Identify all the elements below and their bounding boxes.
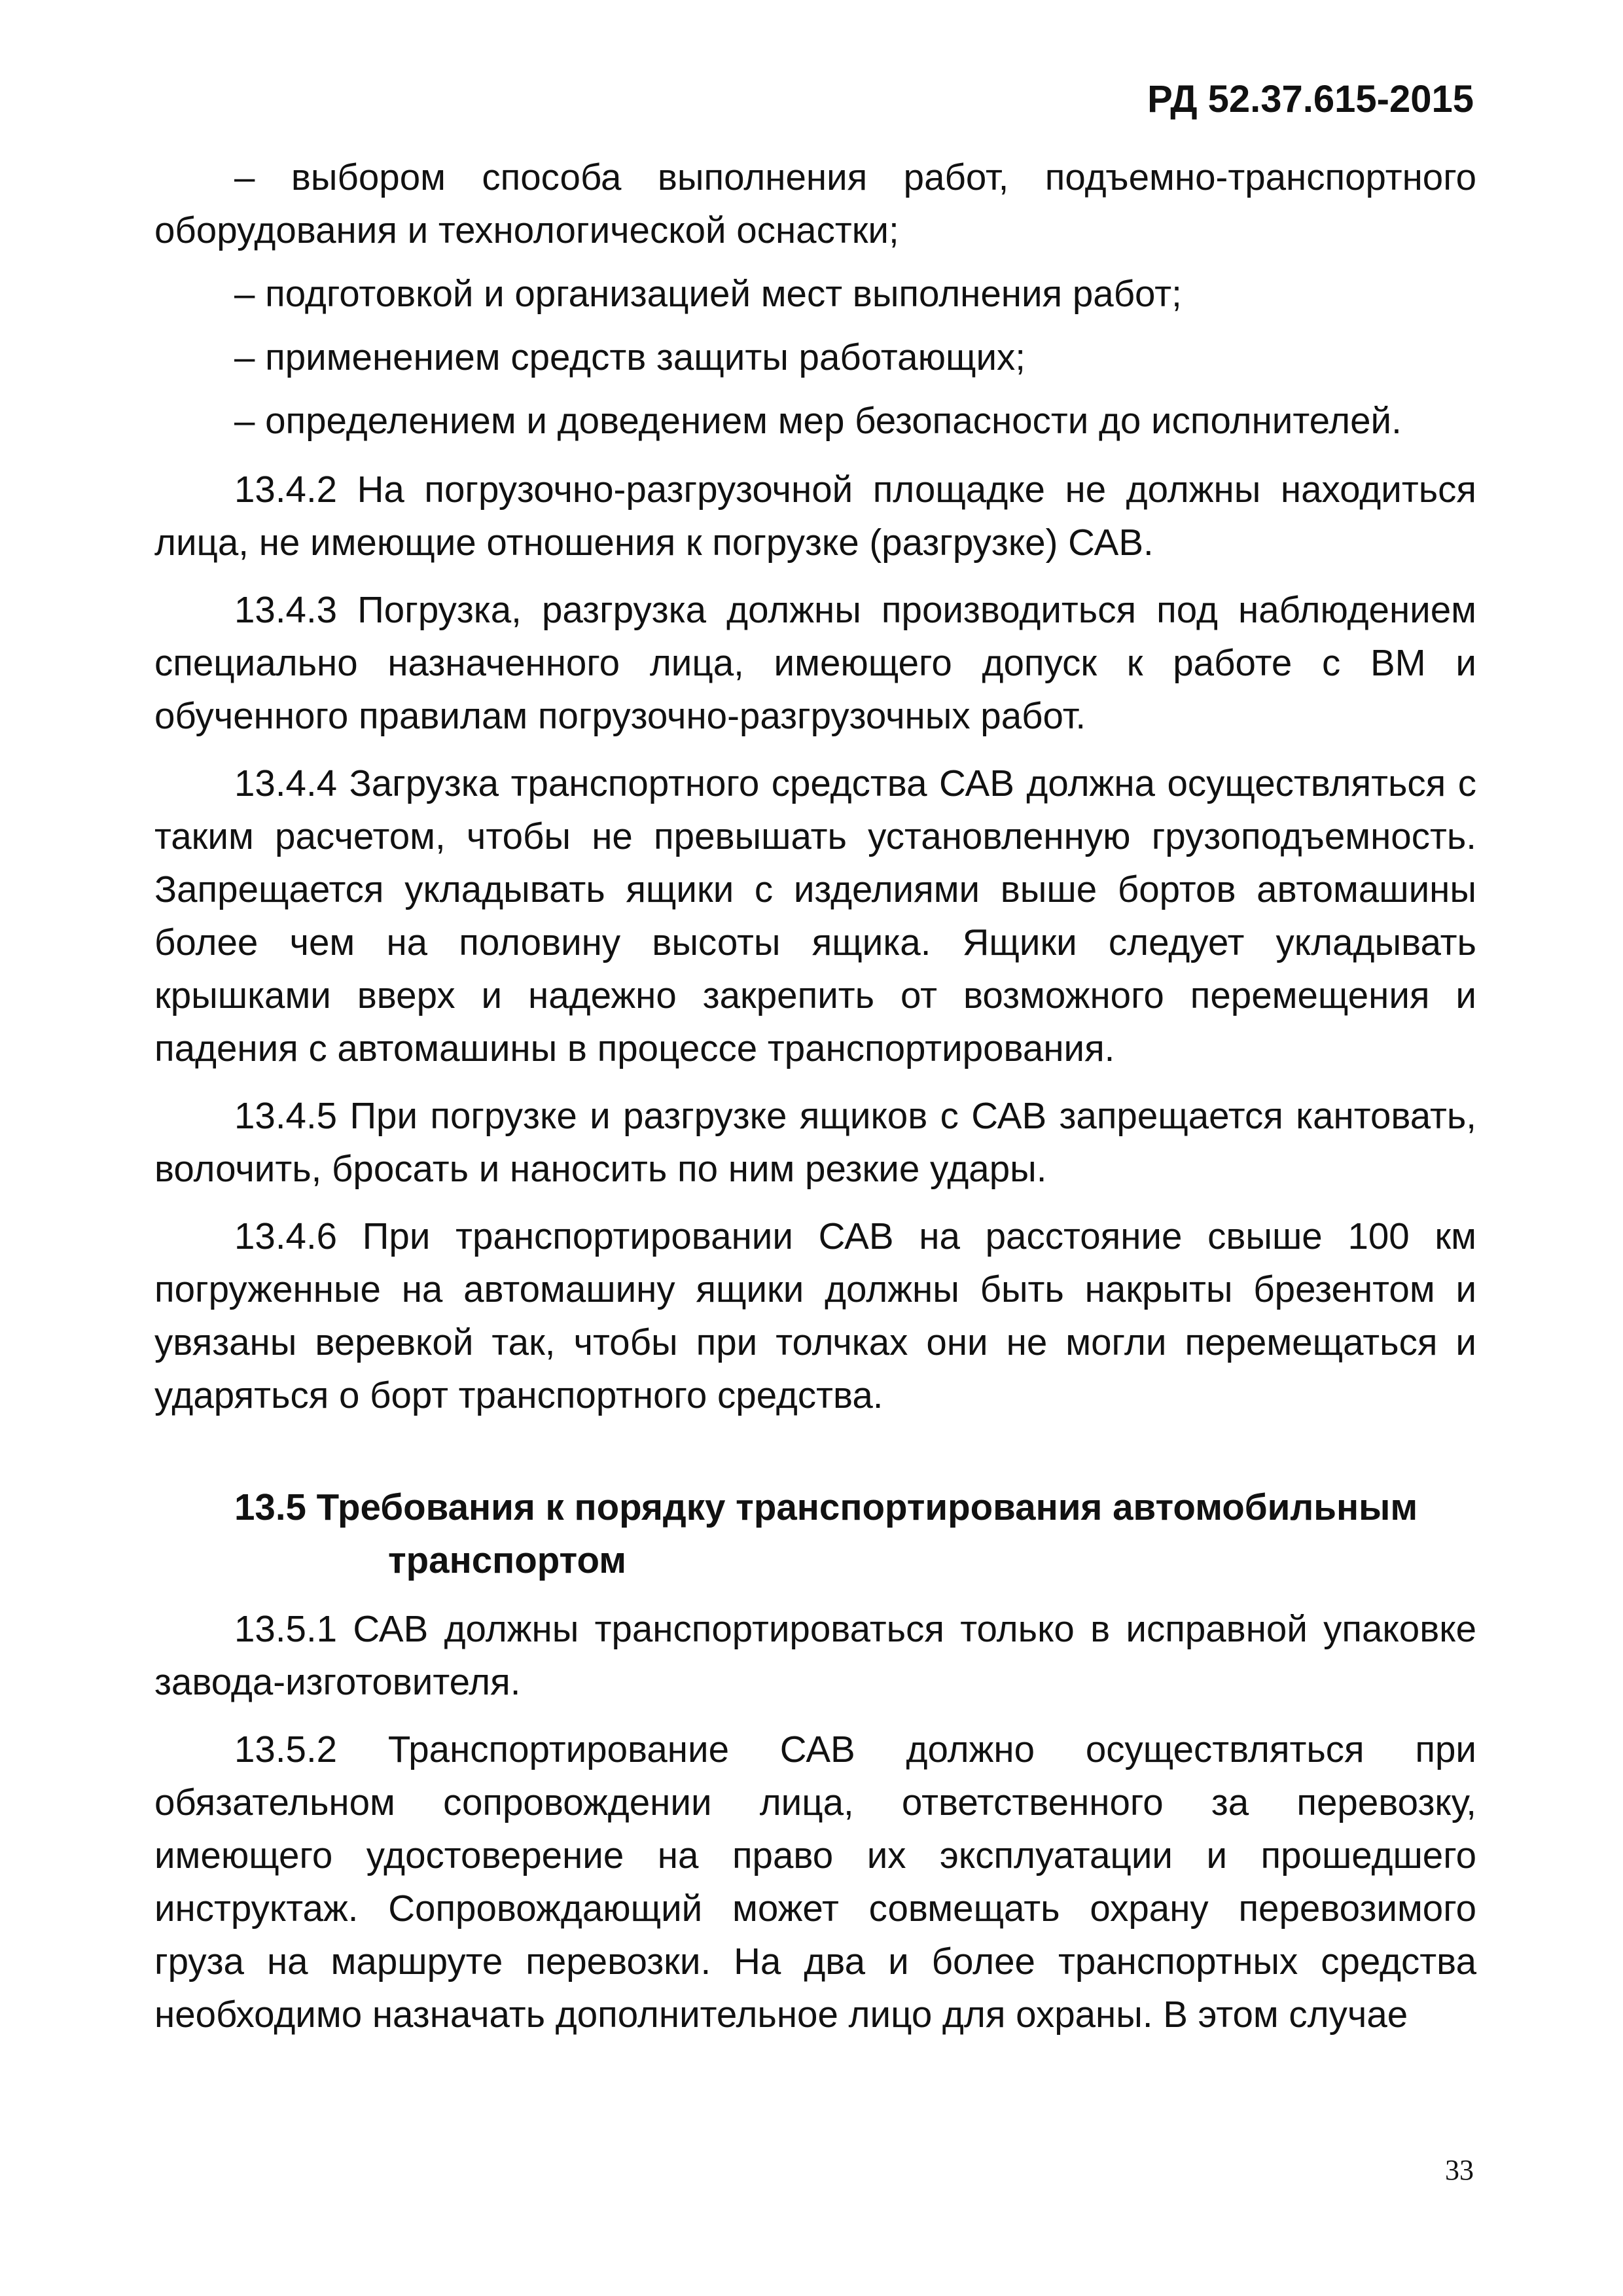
paragraph-13-5-2: 13.5.2 Транспортирование САВ должно осуществляться при обязательном сопровождении лица, ответственного за перевозку, имеющего удостоверение на право их эксплуатации и прошедшего инструктаж. Сопровождающий может совмещать охрану перевозимого груза на маршруте перевозки. На два и более транспортных средства необходимо назначать дополнительное лицо для охраны. В этом случае (154, 1729, 1476, 2035)
list-item: – определением и доведением мер безопасности до исполнителей. (234, 400, 1402, 441)
document-code: РД 52.37.615-2015 (1147, 78, 1474, 120)
list-item: – выбором способа выполнения работ, подъемно-транспортного оборудования и технологической оснастки; (154, 156, 1476, 251)
list-item: – применением средств защиты работающих; (234, 336, 1026, 378)
section-heading (154, 1480, 1476, 1587)
document-body (154, 151, 1476, 2055)
list-item: – подготовкой и организацией мест выполнения работ; (234, 273, 1182, 314)
paragraph-13-4-3: 13.4.3 Погрузка, разгрузка должны производиться под наблюдением специально назначенного лица, имеющего допуск к работе с ВМ и обученного правилам погрузочно-разгрузочных работ. (154, 589, 1476, 736)
paragraph-13-4-5: 13.4.5 При погрузке и разгрузке ящиков с САВ запрещается кантовать, волочить, бросать и наносить по ним резкие удары. (154, 1095, 1476, 1189)
page-number: 33 (1445, 2154, 1474, 2186)
section-heading-text: 13.5 Требования к порядку транспортирования автомобильным транспортом (234, 1486, 1418, 1581)
paragraph-13-4-2: 13.4.2 На погрузочно-разгрузочной площадке не должны находиться лица, не имеющие отношения к погрузке (разгрузке) САВ. (154, 469, 1476, 563)
paragraph-13-4-6: 13.4.6 При транспортировании САВ на расстояние свыше 100 км погруженные на автомашину ящики должны быть накрыты брезентом и увязаны веревкой так, чтобы при толчках они не могли перемещаться и ударяться о борт транспортного средства. (154, 1215, 1476, 1416)
paragraph-13-4-4: 13.4.4 Загрузка транспортного средства САВ должна осуществляться с таким расчетом, чтобы не превышать установленную грузоподъемность. Запрещается укладывать ящики с изделиями выше бортов автомашины более чем на половину высоты ящика. Ящики следует укладывать крышками вверх и надежно закрепить от возможного перемещения и падения с автомашины в процессе транспортирования. (154, 762, 1476, 1069)
paragraph-13-5-1: 13.5.1 САВ должны транспортироваться только в исправной упаковке завода-изготовителя. (154, 1608, 1476, 1702)
